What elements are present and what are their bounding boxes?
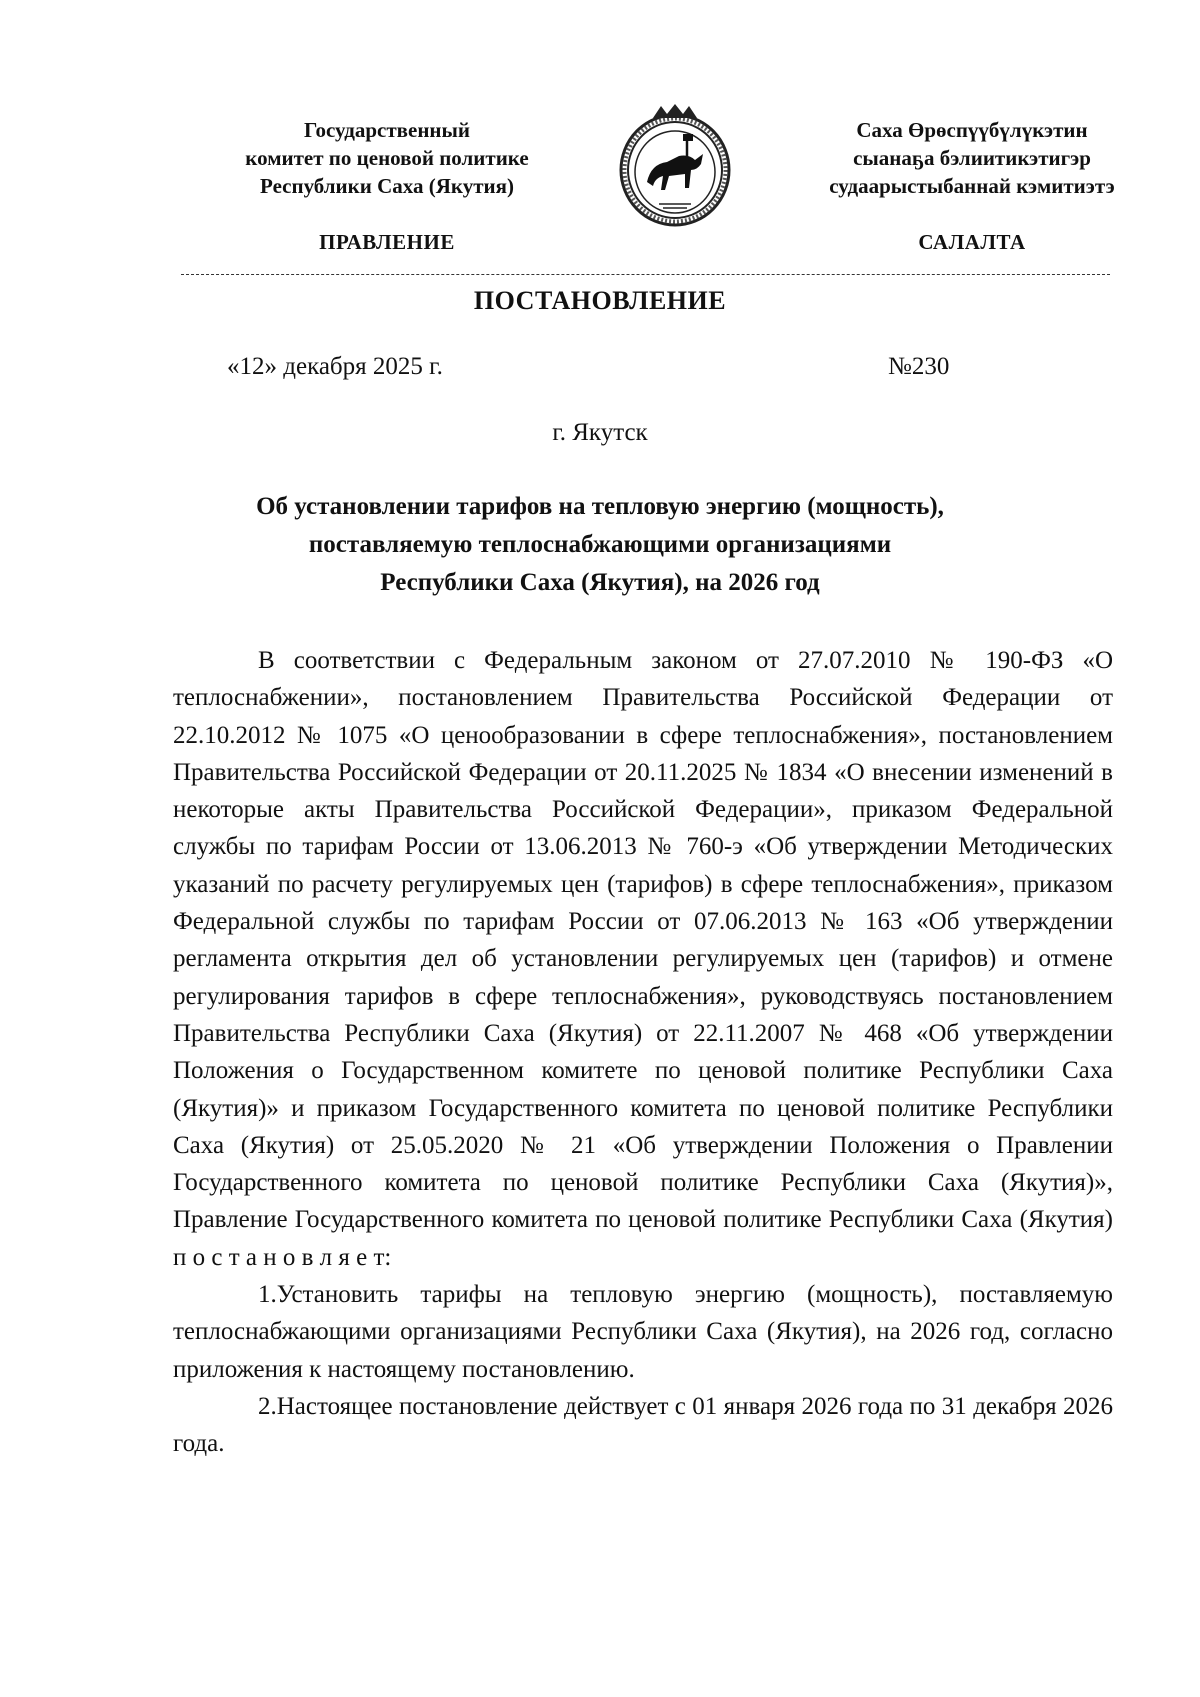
document-number: №230	[888, 353, 950, 380]
resolution-item-1: 1.Установить тарифы на тепловую энергию (мощность), поставляемую теплоснабжающими организациями Республики Саха (Якутия), на 2026 год, согласно приложения к настоящему постановлению.	[173, 1281, 1113, 1383]
resolution-item-2: 2.Настоящее постановление действует с 01 января 2026 года по 31 декабря 2026 года.	[173, 1392, 1113, 1458]
document-body	[173, 642, 1113, 1463]
org-name-sakha: Саха Өрөспүүбүлүкэтин сыанаҕа бэлиитикэтигэр судаарыстыбаннай кэмитиэтэ	[829, 118, 1115, 198]
document-type: ПОСТАНОВЛЕНИЕ	[473, 286, 727, 315]
coat-of-arms-emblem	[617, 104, 733, 228]
board-label-russian: ПРАВЛЕНИЕ	[319, 230, 455, 254]
document-title	[200, 488, 1000, 602]
preamble-paragraph: В соответствии с Федеральным законом от 27.07.2010 № 190-ФЗ «О теплоснабжении», постановлением Правительства Российской Федерации от 22.10.2012 № 1075 «О ценообразовании в сфере теплоснабжения», постановлением Правительства Российской Федерации от 20.11.2025 № 1834 «О внесении изменений в некоторые акты Правительства Российской Федерации», приказом Федеральной службы по тарифам России от 13.06.2013 № 760-э «Об утверждении Методических указаний по расчету регулируемых цен (тарифов) в сфере теплоснабжения», приказом Федеральной службы по тарифам России от 07.06.2013 № 163 «Об утверждении регламента открытия дел об установлении регулируемых цен (тарифов) и отмене регулирования тарифов в сфере теплоснабжения», руководствуясь постановлением Правительства Республики Саха (Якутия) от 22.11.2007 № 468 «Об утверждении Положения о Государственном комитете по ценовой политике Республики Саха (Якутия)» и приказом Государственного комитета по ценовой политике Республики Саха (Якутия) от 25.05.2020 № 21 «Об утверждении Положения о Правлении Государственного комитета по ценовой политике Республики Саха (Якутия)», Правление Государственного комитета по ценовой политике Республики Саха (Якутия) п о с т а н о в л я е т:	[173, 647, 1113, 1271]
document-date: «12» декабря 2025 г.	[227, 353, 443, 380]
document-city: г. Якутск	[552, 419, 648, 446]
board-label-sakha: САЛАЛТА	[918, 230, 1026, 254]
header-divider	[181, 274, 1110, 275]
org-name-russian: Государственный комитет по ценовой политике Республики Саха (Якутия)	[245, 118, 529, 198]
document-title-text: Об установлении тарифов на тепловую энергию (мощность), поставляемую теплоснабжающими организациями Республики Саха (Якутия), на 2026 год	[256, 493, 944, 596]
